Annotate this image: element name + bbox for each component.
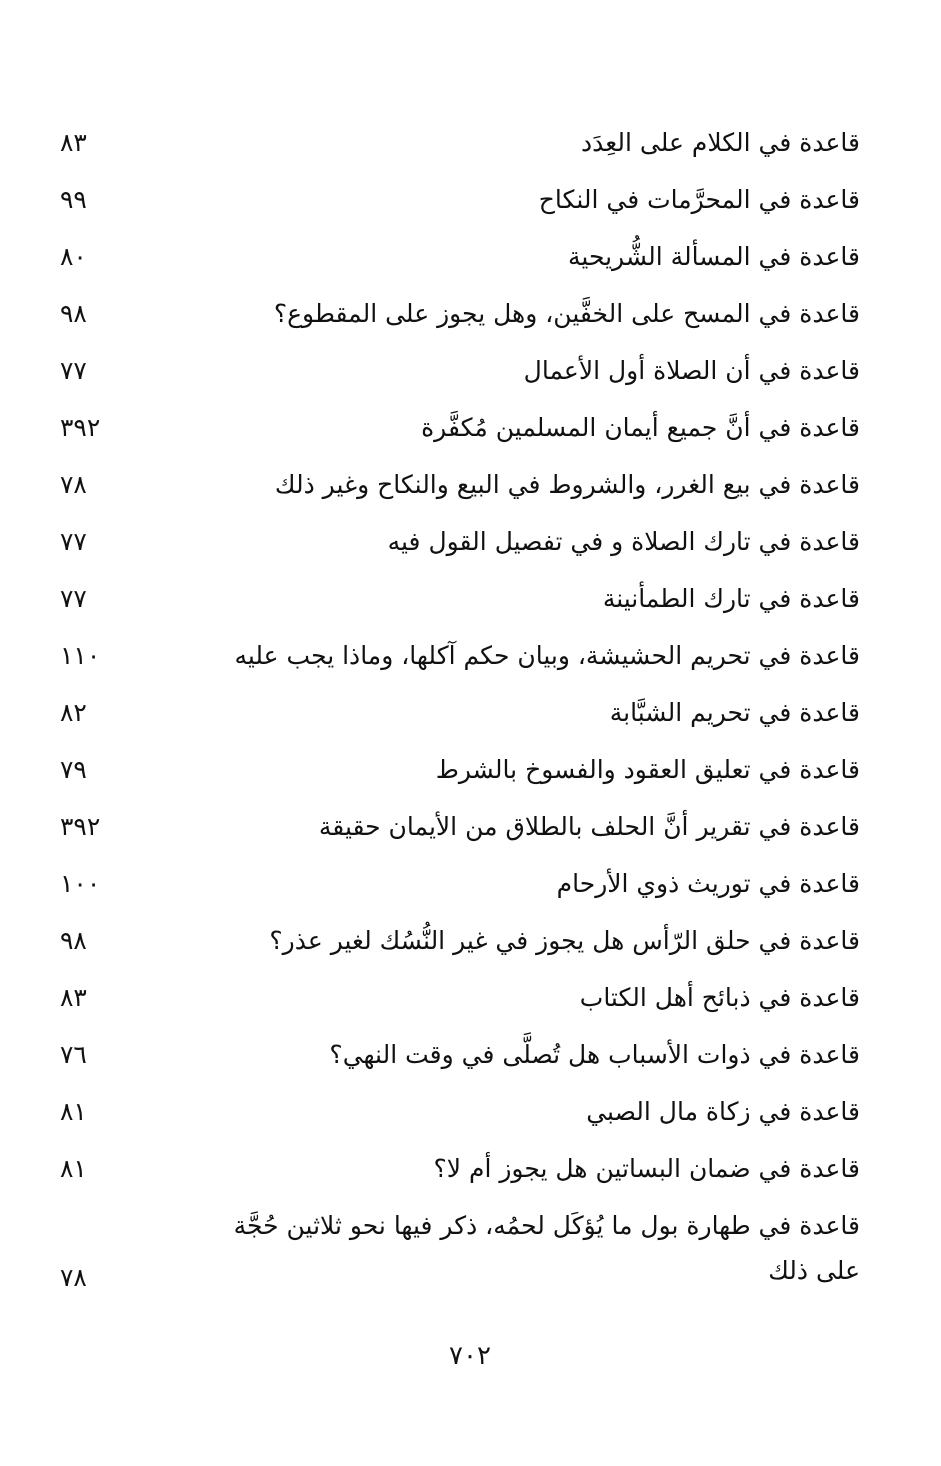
toc-entry-page: ٨٣: [60, 983, 87, 1012]
toc-entry-page: ٣٩٢: [60, 812, 101, 841]
toc-entry: [60, 684, 860, 741]
toc-entry-title: قاعدة في ذوات الأسباب هل تُصلَّى في وقت النهي؟: [329, 1040, 860, 1069]
toc-entry: [60, 456, 860, 513]
toc-entry-title: قاعدة في تحريم الشبَّابة: [609, 698, 860, 727]
toc-entry-page: ٧٦: [60, 1040, 87, 1069]
toc-entry-title: قاعدة في طهارة بول ما يُؤكَل لحمُه، ذكر فيها نحو ثلاثين حُجَّة على ذلك: [233, 1211, 860, 1285]
table-of-contents: [60, 114, 860, 1309]
toc-entry: [60, 570, 860, 627]
toc-entry-page: ٩٨: [60, 299, 87, 328]
toc-entry-title: قاعدة في بيع الغرر، والشروط في البيع والنكاح وغير ذلك: [274, 470, 860, 499]
toc-entry-title: قاعدة في ذبائح أهل الكتاب: [579, 983, 860, 1012]
toc-entry-title: قاعدة في حلق الرّأس هل يجوز في غير النُّسُك لغير عذر؟: [269, 926, 860, 955]
toc-entry: [60, 1197, 860, 1309]
toc-entry-title: قاعدة في المسح على الخفَّين، وهل يجوز على المقطوع؟: [273, 299, 860, 328]
toc-entry: [60, 228, 860, 285]
toc-entry-page: ١٠٠: [60, 869, 101, 898]
toc-entry-page: ٨٣: [60, 128, 87, 157]
toc-entry-page: ٧٨: [60, 1263, 87, 1292]
toc-entry-page: ٨٠: [60, 242, 87, 271]
toc-entry: [60, 627, 860, 684]
toc-entry-page: ٨١: [60, 1154, 87, 1183]
toc-entry-page: ٩٨: [60, 926, 87, 955]
toc-entry: [60, 969, 860, 1026]
toc-entry-page: ٨١: [60, 1097, 87, 1126]
toc-entry: [60, 798, 860, 855]
toc-entry: [60, 1083, 860, 1140]
toc-entry-title: قاعدة في أنَّ جميع أيمان المسلمين مُكفَّرة: [421, 413, 860, 442]
toc-entry: [60, 1026, 860, 1083]
toc-entry-page: ٩٩: [60, 185, 87, 214]
toc-entry: [60, 171, 860, 228]
page-number: ٧٠٢: [449, 1341, 491, 1371]
toc-entry-title: قاعدة في تارك الصلاة و في تفصيل القول فيه: [387, 527, 860, 556]
toc-entry: [60, 855, 860, 912]
toc-entry: [60, 285, 860, 342]
toc-entry-title: قاعدة في تقرير أنَّ الحلف بالطلاق من الأيمان حقيقة: [318, 812, 860, 841]
toc-entry: [60, 399, 860, 456]
toc-entry-title: قاعدة في زكاة مال الصبي: [586, 1097, 860, 1126]
toc-entry-title: قاعدة في المحرَّمات في النكاح: [538, 185, 860, 214]
toc-entry-page: ٣٩٢: [60, 413, 101, 442]
toc-entry: [60, 912, 860, 969]
toc-entry-page: ٧٧: [60, 356, 87, 385]
toc-entry: [60, 114, 860, 171]
toc-entry-title: قاعدة في ضمان البساتين هل يجوز أم لا؟: [433, 1154, 860, 1183]
toc-entry-title: قاعدة في تعليق العقود والفسوخ بالشرط: [435, 755, 860, 784]
toc-entry-page: ٧٧: [60, 584, 87, 613]
toc-entry-page: ٧٨: [60, 470, 87, 499]
toc-entry-page: ٧٩: [60, 755, 87, 784]
toc-entry: [60, 741, 860, 798]
toc-entry-title: قاعدة في توريث ذوي الأرحام: [556, 869, 860, 898]
toc-entry: [60, 1140, 860, 1197]
toc-entry: [60, 342, 860, 399]
toc-entry: [60, 513, 860, 570]
toc-entry-title: قاعدة في تارك الطمأنينة: [602, 584, 860, 613]
toc-entry-title: قاعدة في الكلام على العِدَد: [581, 128, 860, 157]
toc-entry-title: قاعدة في المسألة الشُّريحية: [568, 242, 860, 271]
toc-entry-page: ١١٠: [60, 641, 101, 670]
toc-entry-title: قاعدة في أن الصلاة أول الأعمال: [523, 356, 860, 385]
toc-entry-page: ٧٧: [60, 527, 87, 556]
toc-entry-page: ٨٢: [60, 698, 87, 727]
toc-entry-title: قاعدة في تحريم الحشيشة، وبيان حكم آكلها، وماذا يجب عليه: [234, 641, 860, 670]
